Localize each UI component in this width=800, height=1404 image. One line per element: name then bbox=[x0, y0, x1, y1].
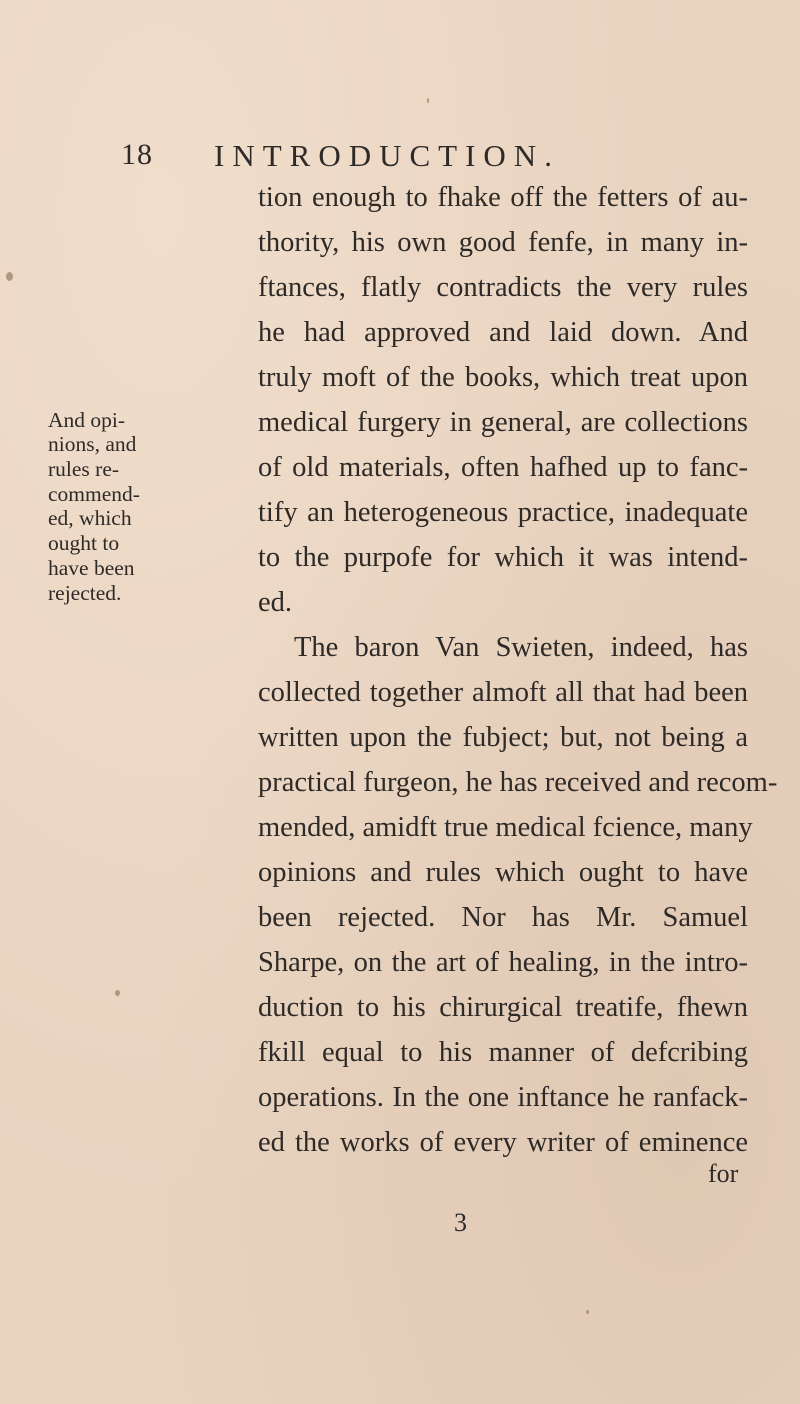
paper-speck bbox=[586, 1310, 589, 1314]
marginal-note-line: ought to bbox=[48, 531, 120, 555]
text-line: truly moft of the books, which treat upon bbox=[258, 362, 748, 393]
text-line: duction to his chirurgical treatife, fhewn bbox=[258, 992, 748, 1023]
text-line: collected together almoft all that had been bbox=[258, 677, 748, 708]
text-line: mended, amidft true medical fcience, many bbox=[258, 812, 753, 843]
text-line: ed the works of every writer of eminence bbox=[258, 1127, 748, 1158]
page-number: 18 bbox=[121, 138, 153, 171]
text-line: fkill equal to his manner of defcribing bbox=[258, 1037, 748, 1068]
running-head: INTRODUCTION. bbox=[214, 138, 560, 173]
paper-speck bbox=[427, 98, 429, 103]
text-line: ed. bbox=[258, 587, 293, 618]
text-line: The baron Van Swieten, indeed, has bbox=[294, 632, 748, 663]
marginal-note-line: commend- bbox=[48, 482, 140, 506]
text-line: of old materials, often hafhed up to fanc- bbox=[258, 452, 748, 483]
text-line: been rejected. Nor has Mr. Samuel bbox=[258, 902, 748, 933]
signature-mark: 3 bbox=[454, 1208, 467, 1237]
text-line: medical furgery in general, are collections bbox=[258, 407, 748, 438]
marginal-note-line: nions, and bbox=[48, 432, 137, 456]
text-line: thority, his own good fenfe, in many in- bbox=[258, 227, 748, 258]
marginal-note-line: rejected. bbox=[48, 581, 122, 605]
marginal-note-line: rules re- bbox=[48, 457, 120, 481]
marginal-note-line: ed, which bbox=[48, 506, 132, 530]
text-line: opinions and rules which ought to have bbox=[258, 857, 748, 888]
marginal-note-line: And opi- bbox=[48, 408, 126, 432]
text-line: he had approved and laid down. And bbox=[258, 317, 748, 348]
text-line: tion enough to fhake off the fetters of au- bbox=[258, 182, 748, 213]
text-line: to the purpofe for which it was intend- bbox=[258, 542, 748, 573]
paper-speck bbox=[115, 990, 120, 996]
text-line: written upon the fubject; but, not being a bbox=[258, 722, 748, 753]
text-line: operations. In the one inftance he ranfack- bbox=[258, 1082, 748, 1113]
text-line: ftances, flatly contradicts the very rules bbox=[258, 272, 748, 303]
catchword: for bbox=[708, 1159, 739, 1188]
paper-speck bbox=[6, 272, 13, 281]
text-line: tify an heterogeneous practice, inadequate bbox=[258, 497, 748, 528]
text-line: Sharpe, on the art of healing, in the intro- bbox=[258, 947, 748, 978]
marginal-note-line: have been bbox=[48, 556, 135, 580]
text-line: practical furgeon, he has received and recom- bbox=[258, 767, 778, 798]
